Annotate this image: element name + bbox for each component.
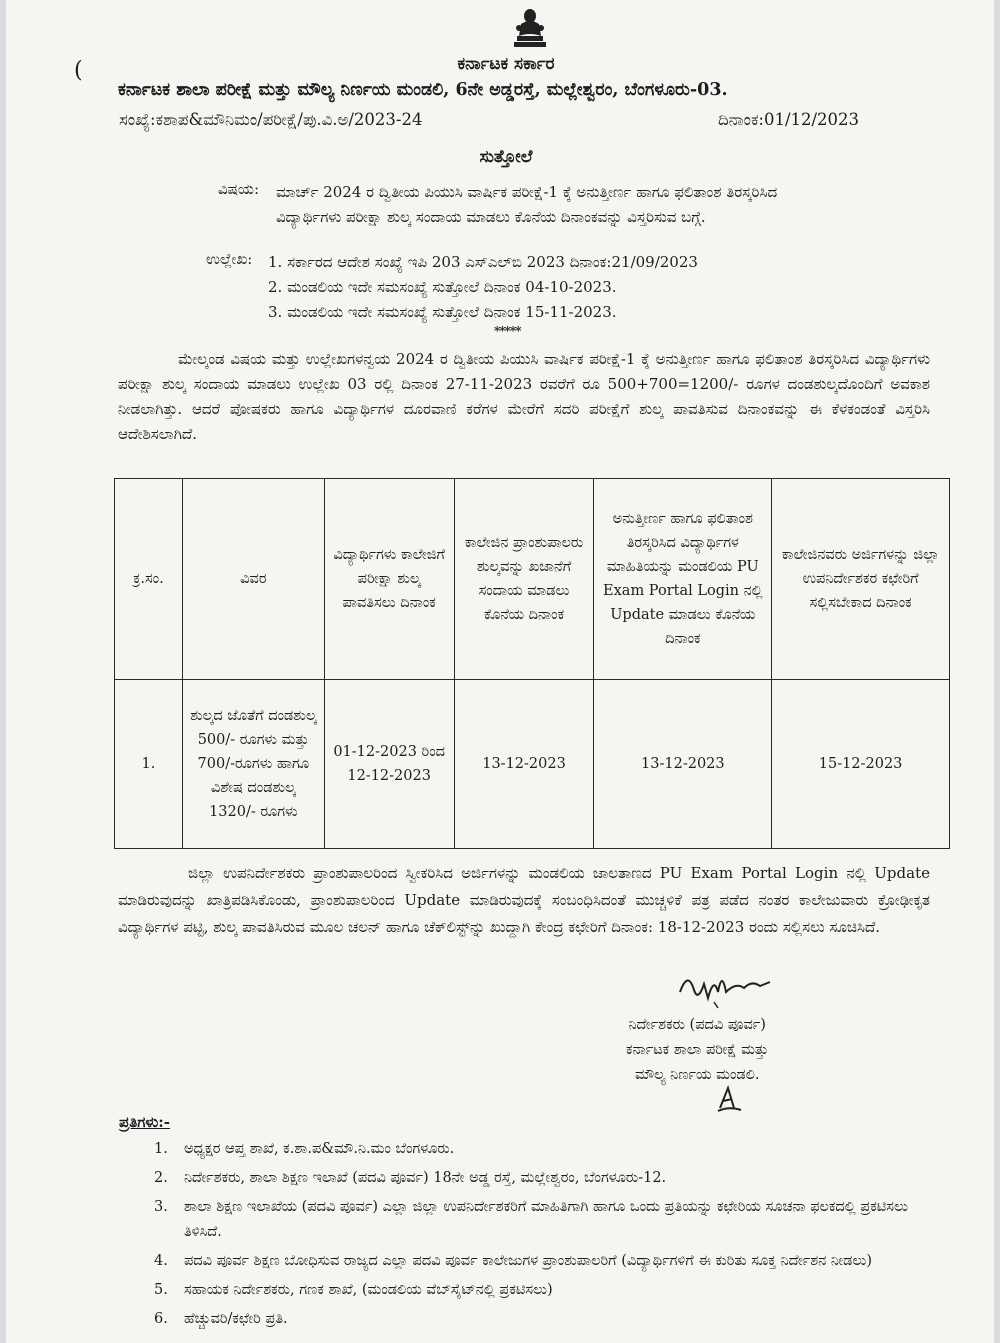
subject-text: ಮಾರ್ಚ್ 2024 ರ ದ್ವಿತೀಯ ಪಿಯುಸಿ ವಾರ್ಷಿಕ ಪರೀಕ್ಷೆ-1 ಕ್ಕೆ ಅನುತ್ತೀರ್ಣ ಹಾಗೂ ಫಲಿತಾಂಶ ತಿರಸ್ಕರಿಸಿದ ವಿದ್ಯಾರ್ಥಿಗಳು ಪರೀಕ್ಷಾ ಶುಲ್ಕ ಸಂದಾಯ ಮಾಡಲು ಕೊನೆಯ ದಿನಾಂಕವನ್ನು ವಿಸ್ತರಿಸುವ ಬಗ್ಗೆ. — [276, 183, 778, 226]
signatory-org-line1: ಕರ್ನಾಟಕ ಶಾಲಾ ಪರೀಕ್ಷೆ ಮತ್ತು — [626, 1042, 769, 1058]
reference-item: 3. ಮಂಡಲಿಯ ಇದೇ ಸಮಸಂಖ್ಯೆ ಸುತ್ತೋಲೆ ದಿನಾಂಕ 15-11-2023. — [268, 303, 617, 321]
government-title: ಕರ್ನಾಟಕ ಸರ್ಕಾರ — [457, 54, 555, 74]
copies-list — [154, 1137, 924, 1336]
table-row — [115, 680, 950, 849]
signature-mark — [674, 962, 794, 1010]
reference-item: 2. ಮಂಡಲಿಯ ಇದೇ ಸಮಸಂಖ್ಯೆ ಸುತ್ತೋಲೆ ದಿನಾಂಕ 04-10-2023. — [268, 278, 617, 296]
header-student-payment-date: ವಿದ್ಯಾರ್ಥಿಗಳು ಕಾಲೇಜಿಗೆ ಪರೀಕ್ಷಾ ಶುಲ್ಕ ಪಾವತಿಸಲು ದಿನಾಂಕ — [324, 479, 454, 680]
subject-label: ವಿಷಯ: — [218, 180, 259, 198]
list-item: 3. ಶಾಲಾ ಶಿಕ್ಷಣ ಇಲಾಖೆಯ (ಪದವಿ ಪೂರ್ವ) ಎಲ್ಲಾ ಜಿಲ್ಲಾ ಉಪನಿರ್ದೇಶಕರಿಗೆ ಮಾಹಿತಿಗಾಗಿ ಹಾಗೂ ಒಂದು ಪ್ರತಿಯನ್ನು ಕಛೇರಿಯ ಸೂಚನಾ ಫಲಕದಲ್ಲಿ ಪ್ರಕಟಿಸಲು ತಿಳಿಸಿದೆ. — [154, 1199, 908, 1240]
schedule-table — [114, 478, 950, 849]
list-item: 4. ಪದವಿ ಪೂರ್ವ ಶಿಕ್ಷಣ ಬೋಧಿಸುವ ರಾಜ್ಯದ ಎಲ್ಲಾ ಪದವಿ ಪೂರ್ವ ಕಾಲೇಜುಗಳ ಪ್ರಾಂಶುಪಾಲರಿಗೆ (ವಿದ್ಯಾರ್ಥಿಗಳಿಗೆ ಈ ಕುರಿತು ಸೂಕ್ತ ನಿರ್ದೇಶನ ನೀಡಲು) — [154, 1253, 873, 1269]
signatory-block — [626, 1013, 768, 1088]
list-item: 5. ಸಹಾಯಕ ನಿರ್ದೇಶಕರು, ಗಣಕ ಶಾಖೆ, (ಮಂಡಲಿಯ ವೆಬ್‌ಸೈಟ್‌ನಲ್ಲಿ ಪ್ರಕಟಿಸಲು) — [154, 1282, 553, 1298]
reference-number: ಸಂಖ್ಯೆ:ಕಶಾಪ&ಮೌನಿಮಂ/ಪರೀಕ್ಷೆ/ಪು.ವಿ.ಅ/2023-24 — [119, 110, 423, 129]
signatory-title: ನಿರ್ದೇಶಕರು (ಪದವಿ ಪೂರ್ವ) — [628, 1017, 766, 1033]
header-details: ವಿವರ — [182, 479, 324, 680]
margin-mark: ( — [74, 58, 83, 83]
document-date: ದಿನಾಂಕ:01/12/2023 — [718, 110, 860, 129]
section-separator: ***** — [494, 324, 521, 338]
references-list — [268, 250, 698, 325]
cell-treasury-last-date: 13-12-2023 — [454, 680, 594, 849]
state-emblem-icon — [509, 6, 551, 50]
copies-heading: ಪ್ರತಿಗಳು:- — [119, 1113, 171, 1131]
cell-student-payment-date: 01-12-2023 ರಿಂದ 12-12-2023 — [324, 680, 454, 849]
list-item: 6. ಹೆಚ್ಚುವರಿ/ಕಛೇರಿ ಪ್ರತಿ. — [154, 1311, 288, 1327]
references-label: ಉಲ್ಲೇಖ: — [206, 250, 253, 268]
cell-serial-no: 1. — [115, 680, 183, 849]
list-item: 2. ನಿರ್ದೇಶಕರು, ಶಾಲಾ ಶಿಕ್ಷಣ ಇಲಾಖೆ (ಪದವಿ ಪೂರ್ವ) 18ನೇ ಅಡ್ಡ ರಸ್ತೆ, ಮಲ್ಲೇಶ್ವರಂ, ಬೆಂಗಳೂರು-12. — [154, 1170, 667, 1186]
signatory-org-line2: ಮೌಲ್ಯ ನಿರ್ಣಯ ಮಂಡಲಿ. — [634, 1067, 760, 1083]
circular-title: ಸುತ್ತೋಲೆ — [479, 147, 533, 167]
header-submission-date: ಕಾಲೇಜಿನವರು ಅರ್ಜಿಗಳನ್ನು ಜಿಲ್ಲಾ ಉಪನಿರ್ದೇಶಕರ ಕಛೇರಿಗೆ ಸಲ್ಲಿಸಬೇಕಾದ ದಿನಾಂಕ — [772, 479, 950, 680]
body-paragraph: ಮೇಲ್ಕಂಡ ವಿಷಯ ಮತ್ತು ಉಲ್ಲೇಖಗಳನ್ವಯ 2024 ರ ದ್ವಿತೀಯ ಪಿಯುಸಿ ವಾರ್ಷಿಕ ಪರೀಕ್ಷೆ-1 ಕ್ಕೆ ಅನುತ್ತೀರ್ಣ ಹಾಗೂ ಫಲಿತಾಂಶ ತಿರಸ್ಕರಿಸಿದ ವಿದ್ಯಾರ್ಥಿಗಳು ಪರೀಕ್ಷಾ ಶುಲ್ಕ ಸಂದಾಯ ಮಾಡಲು ಉಲ್ಲೇಖ 03 ರಲ್ಲಿ ದಿನಾಂಕ 27-11-2023 ರವರೆಗೆ ರೂ 500+700=1200/- ರೂಗಳ ದಂಡಶುಲ್ಕದೊಂದಿಗೆ ಅವಕಾಶ ನೀಡಲಾಗಿತ್ತು. ಆದರೆ ಪೋಷಕರು ಹಾಗೂ ವಿದ್ಯಾರ್ಥಿಗಳ ದೂರವಾಣಿ ಕರೆಗಳ ಮೇರೆಗೆ ಸದರಿ ಪರೀಕ್ಷೆಗೆ ಶುಲ್ಕ ಪಾವತಿಸುವ ದಿನಾಂಕವನ್ನು ಈ ಕೆಳಕಂಡಂತೆ ವಿಸ್ತರಿಸಿ ಆದೇಶಿಸಲಾಗಿದೆ. — [118, 350, 930, 443]
header-treasury-last-date: ಕಾಲೇಜಿನ ಪ್ರಾಂಶುಪಾಲರು ಶುಲ್ಕವನ್ನು ಖಜಾನೆಗೆ ಸಂದಾಯ ಮಾಡಲು ಕೊನೆಯ ದಿನಾಂಕ — [454, 479, 594, 680]
board-address: ಕರ್ನಾಟಕ ಶಾಲಾ ಪರೀಕ್ಷೆ ಮತ್ತು ಮೌಲ್ಯ ನಿರ್ಣಯ ಮಂಡಲಿ, 6ನೇ ಅಡ್ಡರಸ್ತೆ, ಮಲ್ಲೇಶ್ವರಂ, ಬೆಂಗಳೂರು-03. — [118, 80, 728, 100]
header-portal-update-last-date: ಅನುತ್ತೀರ್ಣ ಹಾಗೂ ಫಲಿತಾಂಶ ತಿರಸ್ಕರಿಸಿದ ವಿದ್ಯಾರ್ಥಿಗಳ ಮಾಹಿತಿಯನ್ನು ಮಂಡಲಿಯ PU Exam Portal Login ನಲ್ಲಿ Update ಮಾಡಲು ಕೊನೆಯ ದಿನಾಂಕ — [594, 479, 772, 680]
footer-paragraph: ಜಿಲ್ಲಾ ಉಪನಿರ್ದೇಶಕರು ಪ್ರಾಂಶುಪಾಲರಿಂದ ಸ್ವೀಕರಿಸಿದ ಅರ್ಜಿಗಳನ್ನು ಮಂಡಲಿಯ ಜಾಲತಾಣದ PU Exam Portal Login ನಲ್ಲಿ Update ಮಾಡಿರುವುದನ್ನು ಖಾತ್ರಿಪಡಿಸಿಕೊಂಡು, ಪ್ರಾಂಶುಪಾಲರಿಂದ Update ಮಾಡಿರುವುದಕ್ಕೆ ಸಂಬಂಧಿಸಿದಂತೆ ಮುಚ್ಚಳಿಕೆ ಪತ್ರ ಪಡೆದ ನಂತರ ಕಾಲೇಜುವಾರು ಕ್ರೋಢೀಕೃತ ವಿದ್ಯಾರ್ಥಿಗಳ ಪಟ್ಟಿ, ಶುಲ್ಕ ಪಾವತಿಸಿರುವ ಮೂಲ ಚಲನ್ ಹಾಗೂ ಚೆಕ್‌ಲಿಸ್ಟ್‌ನ್ನು ಖುದ್ದಾಗಿ ಕೇಂದ್ರ ಕಛೇರಿಗೆ ದಿನಾಂಕ: 18-12-2023 ರಂದು ಸಲ್ಲಿಸಲು ಸೂಚಿಸಿದೆ. — [118, 864, 930, 936]
header-serial-no: ಕ್ರ.ಸಂ. — [115, 479, 183, 680]
reference-item: 1. ಸರ್ಕಾರದ ಆದೇಶ ಸಂಖ್ಯೆ ಇಪಿ 203 ಎಸ್‌ಎಲ್‌ಬಿ 2023 ದಿನಾಂಕ:21/09/2023 — [268, 253, 698, 271]
document-page — [6, 0, 994, 1343]
cell-details: ಶುಲ್ಕದ ಜೊತೆಗೆ ದಂಡಶುಲ್ಕ 500/- ರೂಗಳು ಮತ್ತು 700/-ರೂಗಳು ಹಾಗೂ ವಿಶೇಷ ದಂಡಶುಲ್ಕ 1320/- ರೂಗಳು — [182, 680, 324, 849]
initials-mark — [714, 1084, 744, 1114]
table-header-row — [115, 479, 950, 680]
list-item: 1. ಅಧ್ಯಕ್ಷರ ಆಪ್ತ ಶಾಖೆ, ಕ.ಶಾ.ಪ&ಮೌ.ನಿ.ಮಂ ಬೆಂಗಳೂರು. — [154, 1141, 455, 1157]
cell-submission-date: 15-12-2023 — [772, 680, 950, 849]
cell-portal-update-last-date: 13-12-2023 — [594, 680, 772, 849]
